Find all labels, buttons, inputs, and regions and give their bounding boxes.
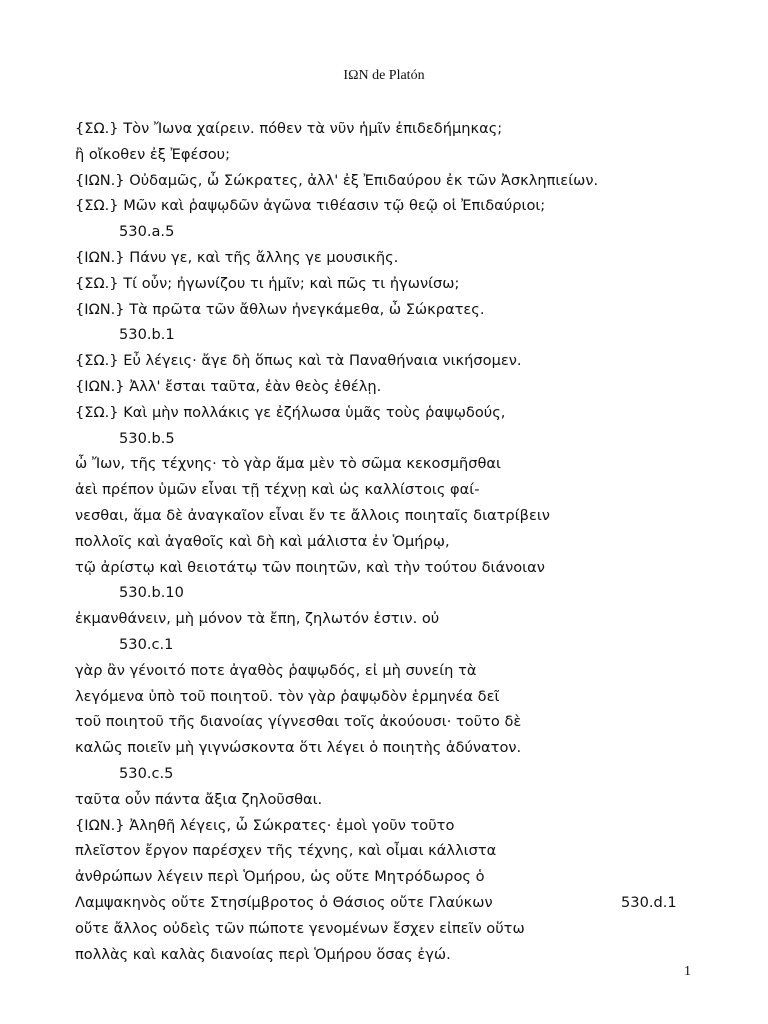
text-line: ταῦτα οὖν πάντα ἄξια ζηλοῦσθαι. [75, 790, 323, 808]
section-reference: 530.b.10 [119, 584, 184, 602]
text-line: ἀνθρώπων λέγειν περὶ Ὁμήρου, ὡς οὔτε Μητρόδωρος ὁ [75, 868, 485, 886]
text-line: οὔτε ἄλλος οὐδεὶς τῶν πώποτε γενομένων ἔσχεν εἰπεῖν οὕτω [75, 919, 525, 937]
section-reference: 530.b.1 [119, 326, 175, 344]
text-line: {ΣΩ.} Τὸν Ἴωνα χαίρειν. πόθεν τὰ νῦν ἡμῖν ἐπιδεδήμηκας; [75, 120, 503, 137]
text-line: ὦ Ἴων, τῆς τέχνης· τὸ γὰρ ἅμα μὲν τὸ σῶμα κεκοσμῆσθαι [75, 455, 501, 473]
section-reference-side: 530.d.1 [621, 893, 677, 911]
text-line: {ΣΩ.} Καὶ μὴν πολλάκις γε ἐζήλωσα ὑμᾶς τοὺς ῥαψῳδούς, [75, 403, 506, 421]
text-line: {ΙΩΝ.} Ἀλλ' ἔσται ταῦτα, ἐὰν θεὸς ἐθέλῃ. [75, 377, 382, 395]
text-line: {ΣΩ.} Εὖ λέγεις· ἄγε δὴ ὅπως καὶ τὰ Παναθήναια νικήσομεν. [75, 352, 522, 370]
text-line: νεσθαι, ἅμα δὲ ἀναγκαῖον εἶναι ἔν τε ἄλλοις ποιηταῖς διατρίβειν [75, 506, 550, 524]
text-line: πολλὰς καὶ καλὰς διανοίας περὶ Ὁμήρου ὅσας ἐγώ. [75, 945, 451, 963]
text-line: πολλοῖς καὶ ἀγαθοῖς καὶ δὴ καὶ μάλιστα ἐν Ὁμήρῳ, [75, 532, 450, 550]
text-line: {ΣΩ.} Τί οὖν; ἠγωνίζου τι ἡμῖν; καὶ πῶς τι ἠγωνίσω; [75, 274, 460, 292]
text-line-content: Λαμψακηνὸς οὔτε Στησίμβροτος ὁ Θάσιος οὔτε Γλαύκων [75, 893, 493, 911]
text-line-with-reference [75, 890, 715, 916]
text-line: {ΙΩΝ.} Τὰ πρῶτα τῶν ἄθλων ἠνεγκάμεθα, ὦ Σώκρατες. [75, 300, 485, 318]
text-line: πλεῖστον ἔργον παρέσχεν τῆς τέχνης, καὶ οἶμαι κάλλιστα [75, 842, 497, 860]
text-line: καλῶς ποιεῖν μὴ γιγνώσκοντα ὅτι λέγει ὁ ποιητὴς ἀδύνατον. [75, 739, 522, 757]
section-reference: 530.c.5 [119, 764, 174, 782]
text-line: ἀεὶ πρέπον ὑμῶν εἶναι τῇ τέχνῃ καὶ ὡς καλλίστοις φαί- [75, 481, 480, 499]
section-reference: 530.b.5 [119, 429, 175, 447]
text-line: {ΙΩΝ.} Πάνυ γε, καὶ τῆς ἄλλης γε μουσικῆς. [75, 248, 399, 266]
page-number: 1 [684, 964, 691, 979]
text-line: {ΙΩΝ.} Οὐδαμῶς, ὦ Σώκρατες, ἀλλ' ἐξ Ἐπιδαύρου ἐκ τῶν Ἀσκληπιείων. [75, 171, 599, 189]
page-title: ΙΩΝ de Platón [343, 68, 425, 83]
text-line: {ΙΩΝ.} Ἀληθῆ λέγεις, ὦ Σώκρατες· ἐμοὶ γοῦν τοῦτο [75, 816, 455, 834]
section-reference: 530.c.1 [119, 635, 174, 653]
text-line: ἢ οἴκοθεν ἐξ Ἐφέσου; [75, 145, 230, 163]
text-line: τῷ ἀρίστῳ καὶ θειοτάτῳ τῶν ποιητῶν, καὶ τὴν τούτου διάνοιαν [75, 558, 545, 576]
text-line: τοῦ ποιητοῦ τῆς διανοίας γίγνεσθαι τοῖς ἀκούουσι· τοῦτο δὲ [75, 713, 522, 731]
section-reference: 530.a.5 [119, 223, 175, 241]
text-line: λεγόμενα ὑπὸ τοῦ ποιητοῦ. τὸν γὰρ ῥαψῳδὸν ἑρμηνέα δεῖ [75, 687, 500, 705]
text-line: γὰρ ἂν γένοιτό ποτε ἀγαθὸς ῥαψῳδός, εἰ μὴ συνείη τὰ [75, 661, 477, 679]
text-body [75, 116, 715, 967]
text-line: ἐκμανθάνειν, μὴ μόνον τὰ ἔπη, ζηλωτόν ἐστιν. οὐ [75, 610, 440, 628]
text-line: {ΣΩ.} Μῶν καὶ ῥαψῳδῶν ἀγῶνα τιθέασιν τῷ θεῷ οἱ Ἐπιδαύριοι; [75, 197, 546, 215]
